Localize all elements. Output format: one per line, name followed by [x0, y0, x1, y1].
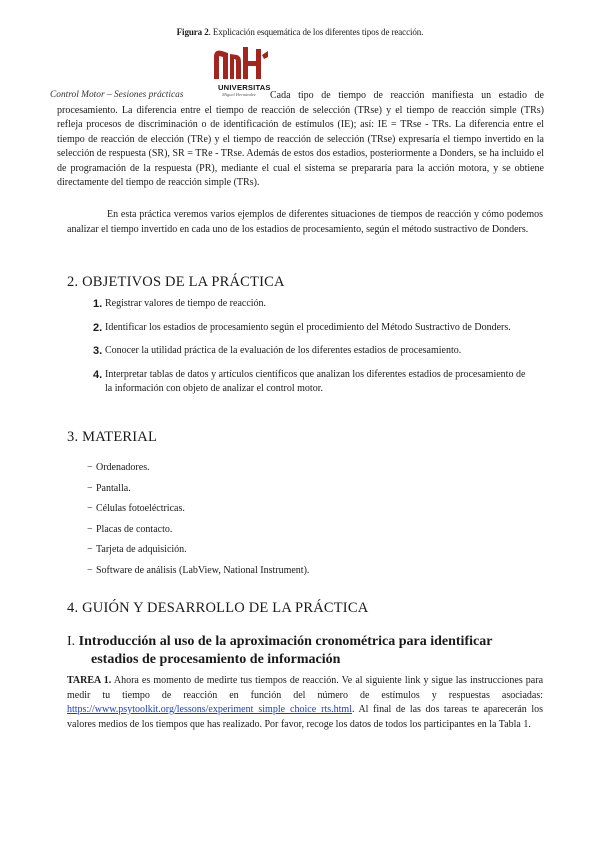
list-item: [87, 461, 309, 482]
course-header: Control Motor – Sesiones prácticas: [50, 90, 184, 100]
subheading-numeral: I.: [67, 634, 76, 649]
list-item: [87, 564, 309, 585]
material-list: [87, 461, 309, 584]
list-item-number: 4.: [93, 368, 103, 381]
list-item-text: Registrar valores de tiempo de reacción.: [105, 298, 267, 309]
dash-bullet: −: [87, 564, 93, 576]
list-item-text: Placas de contacto.: [96, 523, 173, 535]
list-item-text: Identificar los estadios de procesamiento según el procedimiento del Método Sustractivo de Donders.: [105, 321, 511, 333]
guion-heading: 4. GUIÓN Y DESARROLLO DE LA PRÁCTICA: [67, 600, 369, 616]
list-item: [93, 297, 533, 312]
dash-bullet: −: [87, 482, 93, 494]
subheading-line-1: Introducción al uso de la aproximación cronométrica para identificar: [78, 634, 493, 649]
task-text-after: . Al final de las dos tareas te aparecerán los valores medios de los tiempos que has realizado. Por favor, recoge los datos de todos los participantes en la Tabla 1.: [67, 704, 543, 730]
list-item: [87, 543, 309, 564]
task-paragraph: [67, 674, 543, 732]
list-item: [93, 344, 533, 359]
intro-paragraph: Cada tipo de tiempo de reacción manifiesta un estadio de procesamiento. La diferencia entre el tiempo de reacción de selección (TRse) y el tiempo de reacción simple (TRs) refleja procesos de discriminación o de identificación de estímulos (IE); así: IE = TRse - TRs. La diferencia entre el tiempo de reacción de elección (TRe) y el tiempo de reacción de selección (TRse) expresaría el tiempo invertido en la selección de respuesta (SR), SR = TRe - TRse. Además de estos dos estadios, posteriormente a Donders, se ha incluido el de programación de la respuesta (PR), mediante el cual el sistema se prepararía para la acción motora, y se obtiene directamente del tiempo de reacción simple (TRs).: [57, 90, 544, 188]
list-item-text: Tarjeta de adquisición.: [96, 544, 187, 555]
list-item-number: 3.: [93, 345, 103, 357]
list-item-text: Ordenadores.: [96, 462, 150, 473]
figure-caption: [0, 27, 600, 37]
task-text-before: Ahora es momento de medirte tus tiempos de reacción. Ve al siguiente link y sigue las instrucciones para medir tu tiempo de reacción en función del número de estímulos y respuestas asociadas:: [67, 675, 544, 701]
list-item: [87, 523, 309, 544]
section-subheading: [67, 633, 543, 669]
material-heading: 3. MATERIAL: [67, 429, 158, 445]
logo-subtext: Miguel Hernández: [222, 92, 256, 97]
list-item: [87, 482, 309, 503]
dash-bullet: −: [87, 523, 93, 535]
figure-caption-label: Figura 2: [176, 27, 209, 37]
task-label: TAREA 1.: [67, 675, 112, 686]
list-item-text: Células fotoeléctricas.: [96, 503, 185, 514]
objectives-heading: 2. OBJETIVOS DE LA PRÁCTICA: [67, 274, 285, 290]
list-item: [93, 368, 533, 397]
figure-caption-text: . Explicación esquemática de los diferentes tipos de reacción.: [208, 27, 424, 37]
dash-bullet: −: [87, 462, 93, 473]
logo-text: UNIVERSITAS: [218, 83, 271, 92]
dash-bullet: −: [87, 503, 93, 514]
objectives-list: [93, 297, 533, 406]
psytoolkit-link[interactable]: https://www.psytoolkit.org/lessons/experiment_simple_choice_rts.html: [67, 704, 352, 715]
list-item-text: Software de análisis (LabView, National Instrument).: [96, 564, 310, 576]
list-item-text: Pantalla.: [96, 482, 131, 494]
list-item: [93, 321, 533, 336]
dash-bullet: −: [87, 544, 93, 555]
list-item: [87, 502, 309, 523]
list-item-text: Conocer la utilidad práctica de la evaluación de los diferentes estadios de procesamiento.: [105, 345, 462, 356]
list-item-number: 1.: [93, 298, 103, 310]
subheading-line-2: estadios de procesamiento de información: [91, 652, 341, 667]
list-item-text: Interpretar tablas de datos y artículos científicos que analizan los diferentes estadios de procesamiento de la información con objeto de analizar el control motor.: [105, 368, 526, 394]
practice-paragraph: En esta práctica veremos varios ejemplos de diferentes situaciones de tiempos de reacción y cómo podemos analizar el tiempo invertido en cada uno de los estadios de procesamiento, según el método sustractivo de Donders.: [67, 209, 543, 235]
list-item-number: 2.: [93, 321, 103, 334]
